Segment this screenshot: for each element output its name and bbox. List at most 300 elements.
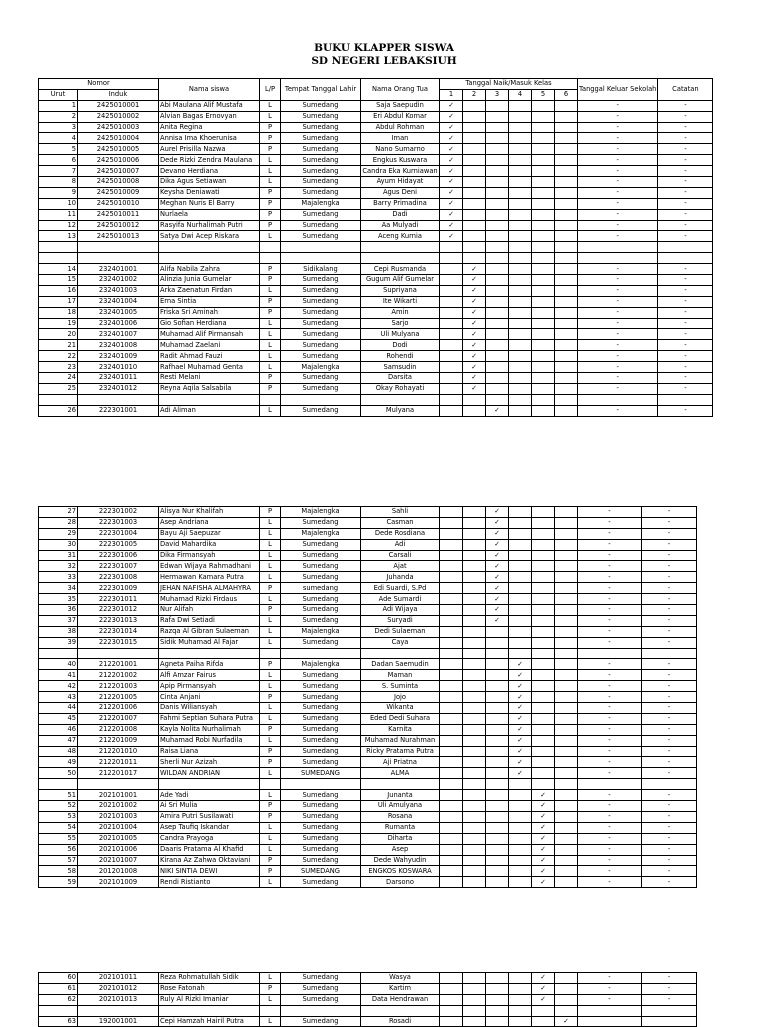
empty-cell: [578, 779, 642, 790]
kelas-cell: [532, 198, 555, 209]
urut-cell: 29: [39, 528, 78, 539]
urut-cell: 19: [39, 318, 78, 329]
empty-cell: [578, 242, 658, 253]
check-mark-icon: ✓: [509, 659, 532, 670]
keluar-cell: -: [578, 122, 658, 133]
ttl-cell: Sumedang: [281, 111, 361, 122]
kelas-cell: [486, 626, 509, 637]
school-name: SD NEGERI LEBAKSIUH: [311, 55, 457, 67]
urut-cell: 63: [39, 1016, 78, 1027]
urut-cell: 17: [39, 296, 78, 307]
table-row: [39, 626, 697, 637]
kelas-cell: [509, 166, 532, 177]
induk-cell: 202101004: [78, 822, 159, 833]
check-mark-icon: ✓: [532, 866, 555, 877]
nama-cell: NIKI SINTIA DEWI: [159, 866, 260, 877]
induk-cell: 222301008: [78, 572, 159, 583]
empty-cell: [555, 779, 578, 790]
ttl-cell: Majalengka: [281, 362, 361, 373]
document-title: BUKU KLAPPER SISWA: [314, 42, 454, 54]
check-mark-icon: ✓: [532, 855, 555, 866]
kelas-cell: [486, 768, 509, 779]
urut-cell: 7: [39, 166, 78, 177]
urut-cell: 16: [39, 285, 78, 296]
table-row: [39, 983, 697, 994]
nama-cell: Agneta Paiha Rifda: [159, 659, 260, 670]
kelas-cell: [440, 973, 463, 984]
kelas-cell: [440, 318, 463, 329]
induk-cell: 202101006: [78, 844, 159, 855]
kelas-cell: [486, 983, 509, 994]
check-mark-icon: ✓: [440, 177, 463, 188]
kelas-cell: [440, 659, 463, 670]
ttl-cell: Sumedang: [281, 735, 361, 746]
student-table-page-3: [38, 972, 697, 1027]
urut-cell: 27: [39, 507, 78, 518]
urut-cell: 51: [39, 790, 78, 801]
induk-cell: 222301006: [78, 550, 159, 561]
empty-cell: [509, 1005, 532, 1016]
ortu-cell: Eri Abdul Komar: [361, 111, 440, 122]
check-mark-icon: ✓: [440, 133, 463, 144]
check-mark-icon: ✓: [486, 539, 509, 550]
table-row: [39, 187, 713, 198]
check-mark-icon: ✓: [509, 757, 532, 768]
ortu-cell: Muhamad Nurahman: [361, 735, 440, 746]
table-row: [39, 550, 697, 561]
ortu-cell: Agus Deni: [361, 187, 440, 198]
ttl-cell: Sumedang: [281, 220, 361, 231]
kelas-cell: [555, 626, 578, 637]
ortu-cell: Ade Sumardi: [361, 594, 440, 605]
induk-cell: 212201007: [78, 713, 159, 724]
ortu-cell: Dedi Sulaeman: [361, 626, 440, 637]
kelas-cell: [463, 735, 486, 746]
kelas-cell: [555, 329, 578, 340]
induk-cell: 2425010004: [78, 133, 159, 144]
ortu-cell: Eded Dedi Suhara: [361, 713, 440, 724]
ortu-cell: Abdul Rohman: [361, 122, 440, 133]
kelas-cell: [463, 177, 486, 188]
table-row: [39, 605, 697, 616]
urut-cell: 61: [39, 983, 78, 994]
keluar-cell: -: [578, 822, 642, 833]
ortu-cell: Supriyana: [361, 285, 440, 296]
kelas-cell: [509, 626, 532, 637]
nama-cell: Edwan Wijaya Rahmadhani: [159, 561, 260, 572]
table-row: [39, 670, 697, 681]
catatan-cell: -: [642, 866, 697, 877]
check-mark-icon: ✓: [532, 973, 555, 984]
kelas-cell: [509, 405, 532, 416]
check-mark-icon: ✓: [509, 681, 532, 692]
kelas-cell: [440, 1016, 463, 1027]
kelas-cell: [555, 572, 578, 583]
kelas-cell: [463, 703, 486, 714]
kelas-cell: [463, 626, 486, 637]
kelas-cell: [509, 844, 532, 855]
empty-cell: [486, 394, 509, 405]
kelas-cell: [555, 768, 578, 779]
keluar-cell: -: [578, 855, 642, 866]
keluar-cell: -: [578, 405, 658, 416]
urut-cell: 50: [39, 768, 78, 779]
induk-cell: 232401005: [78, 307, 159, 318]
kelas-cell: [440, 757, 463, 768]
table-row: [39, 855, 697, 866]
ortu-cell: Uli Mulyana: [361, 329, 440, 340]
ttl-cell: Sumedang: [281, 133, 361, 144]
table-row: [39, 351, 713, 362]
kelas-cell: [440, 351, 463, 362]
kelas-cell: [555, 275, 578, 286]
kelas-cell: [463, 144, 486, 155]
induk-cell: 202101009: [78, 877, 159, 888]
induk-cell: 2425010005: [78, 144, 159, 155]
keluar-cell: -: [578, 528, 642, 539]
kelas-cell: [532, 637, 555, 648]
kelas-cell: [463, 528, 486, 539]
urut-cell: 9: [39, 187, 78, 198]
kelas-cell: [440, 790, 463, 801]
catatan-cell: -: [642, 703, 697, 714]
urut-cell: 18: [39, 307, 78, 318]
kelas-cell: [532, 144, 555, 155]
ttl-cell: Sumedang: [281, 329, 361, 340]
ttl-cell: Sumedang: [281, 833, 361, 844]
check-mark-icon: ✓: [532, 994, 555, 1005]
nama-cell: Razqa Al Gibran Sulaeman: [159, 626, 260, 637]
induk-cell: 212201010: [78, 746, 159, 757]
table-row: [39, 275, 713, 286]
table-row: [39, 155, 713, 166]
catatan-cell: -: [642, 692, 697, 703]
kelas-cell: [509, 811, 532, 822]
ttl-cell: Sumedang: [281, 605, 361, 616]
lp-cell: L: [260, 155, 281, 166]
kelas-cell: [509, 605, 532, 616]
kelas-cell: [532, 757, 555, 768]
header-kelas-4: 4: [509, 89, 532, 100]
check-mark-icon: ✓: [440, 111, 463, 122]
induk-cell: 222301014: [78, 626, 159, 637]
ortu-cell: Ayum Hidayat: [361, 177, 440, 188]
kelas-cell: [486, 198, 509, 209]
kelas-cell: [463, 539, 486, 550]
check-mark-icon: ✓: [440, 155, 463, 166]
catatan-cell: -: [642, 983, 697, 994]
kelas-cell: [555, 362, 578, 373]
empty-cell: [509, 242, 532, 253]
empty-cell: [361, 1005, 440, 1016]
empty-cell: [532, 394, 555, 405]
kelas-cell: [440, 340, 463, 351]
kelas-cell: [486, 351, 509, 362]
urut-cell: 10: [39, 198, 78, 209]
header-kelas-1: 1: [440, 89, 463, 100]
kelas-cell: [463, 713, 486, 724]
urut-cell: 47: [39, 735, 78, 746]
urut-cell: 46: [39, 724, 78, 735]
check-mark-icon: ✓: [486, 405, 509, 416]
kelas-cell: [555, 703, 578, 714]
urut-cell: 36: [39, 605, 78, 616]
nama-cell: Alfi Amzar Fairus: [159, 670, 260, 681]
ttl-cell: SUMEDANG: [281, 866, 361, 877]
table-row: [39, 307, 713, 318]
kelas-cell: [532, 329, 555, 340]
kelas-cell: [532, 166, 555, 177]
kelas-cell: [440, 275, 463, 286]
catatan-cell: -: [658, 362, 713, 373]
empty-cell: [159, 253, 260, 264]
kelas-cell: [509, 264, 532, 275]
ttl-cell: Sumedang: [281, 724, 361, 735]
catatan-cell: -: [658, 166, 713, 177]
table-row: [39, 724, 697, 735]
check-mark-icon: ✓: [440, 220, 463, 231]
induk-cell: 232401011: [78, 373, 159, 384]
table-row: [39, 340, 713, 351]
catatan-cell: -: [658, 144, 713, 155]
empty-row: [39, 1005, 697, 1016]
kelas-cell: [555, 144, 578, 155]
empty-cell: [486, 242, 509, 253]
ortu-cell: Edi Suardi, S.Pd: [361, 583, 440, 594]
kelas-cell: [532, 626, 555, 637]
kelas-cell: [509, 801, 532, 812]
table-row: [39, 209, 713, 220]
lp-cell: L: [260, 768, 281, 779]
ortu-cell: Ajat: [361, 561, 440, 572]
kelas-cell: [486, 833, 509, 844]
induk-cell: 212201009: [78, 735, 159, 746]
kelas-cell: [509, 550, 532, 561]
kelas-cell: [486, 637, 509, 648]
urut-cell: 15: [39, 275, 78, 286]
catatan-cell: -: [642, 561, 697, 572]
lp-cell: L: [260, 340, 281, 351]
nama-cell: Alifa Nabila Zahra: [159, 264, 260, 275]
urut-cell: 3: [39, 122, 78, 133]
ttl-cell: Sumedang: [281, 811, 361, 822]
induk-cell: 212201005: [78, 692, 159, 703]
kelas-cell: [509, 973, 532, 984]
header-kelas-3: 3: [486, 89, 509, 100]
keluar-cell: -: [578, 144, 658, 155]
nama-cell: Kayla Nolita Nurhalimah: [159, 724, 260, 735]
kelas-cell: [486, 209, 509, 220]
ortu-cell: Aceng Kurnia: [361, 231, 440, 242]
nama-cell: Fahmi Septian Suhara Putra: [159, 713, 260, 724]
kelas-cell: [440, 768, 463, 779]
kelas-cell: [486, 111, 509, 122]
empty-cell: [39, 1005, 78, 1016]
kelas-cell: [463, 637, 486, 648]
header-lp: L/P: [260, 79, 281, 101]
empty-cell: [463, 394, 486, 405]
nama-cell: Hermawan Kamara Putra: [159, 572, 260, 583]
kelas-cell: [486, 155, 509, 166]
kelas-cell: [440, 615, 463, 626]
keluar-cell: -: [578, 833, 642, 844]
table-row: [39, 220, 713, 231]
lp-cell: L: [260, 877, 281, 888]
ortu-cell: Maman: [361, 670, 440, 681]
kelas-cell: [463, 833, 486, 844]
ortu-cell: Asep: [361, 844, 440, 855]
empty-cell: [578, 1005, 642, 1016]
header-urut: Urut: [39, 89, 78, 100]
kelas-cell: [532, 296, 555, 307]
induk-cell: 212201001: [78, 659, 159, 670]
ortu-cell: Casman: [361, 517, 440, 528]
urut-cell: 31: [39, 550, 78, 561]
keluar-cell: -: [578, 670, 642, 681]
kelas-cell: [440, 383, 463, 394]
nama-cell: Amira Putri Susilawati: [159, 811, 260, 822]
keluar-cell: -: [578, 605, 642, 616]
empty-cell: [642, 779, 697, 790]
keluar-cell: -: [578, 692, 642, 703]
kelas-cell: [440, 550, 463, 561]
lp-cell: P: [260, 811, 281, 822]
check-mark-icon: ✓: [463, 318, 486, 329]
table-row: [39, 285, 713, 296]
kelas-cell: [532, 550, 555, 561]
empty-cell: [463, 648, 486, 659]
nama-cell: Alinzia Junia Gumelar: [159, 275, 260, 286]
check-mark-icon: ✓: [440, 231, 463, 242]
ttl-cell: Sumedang: [281, 405, 361, 416]
kelas-cell: [532, 746, 555, 757]
ttl-cell: Sumedang: [281, 844, 361, 855]
catatan-cell: -: [658, 383, 713, 394]
kelas-cell: [555, 155, 578, 166]
ortu-cell: Rumanta: [361, 822, 440, 833]
urut-cell: 48: [39, 746, 78, 757]
ortu-cell: Rosadi: [361, 1016, 440, 1027]
induk-cell: 2425010011: [78, 209, 159, 220]
kelas-cell: [555, 594, 578, 605]
urut-cell: 26: [39, 405, 78, 416]
kelas-cell: [532, 111, 555, 122]
lp-cell: P: [260, 383, 281, 394]
kelas-cell: [555, 220, 578, 231]
induk-cell: 222301001: [78, 405, 159, 416]
nama-cell: Gio Sofian Herdiana: [159, 318, 260, 329]
kelas-cell: [486, 973, 509, 984]
keluar-cell: -: [578, 340, 658, 351]
keluar-cell: [578, 1016, 642, 1027]
kelas-cell: [532, 572, 555, 583]
induk-cell: 2425010010: [78, 198, 159, 209]
kelas-cell: [486, 122, 509, 133]
kelas-cell: [440, 594, 463, 605]
catatan-cell: -: [658, 220, 713, 231]
empty-cell: [440, 394, 463, 405]
kelas-cell: [555, 790, 578, 801]
kelas-cell: [532, 307, 555, 318]
kelas-cell: [509, 1016, 532, 1027]
ttl-cell: Sumedang: [281, 187, 361, 198]
check-mark-icon: ✓: [440, 144, 463, 155]
ortu-cell: ALMA: [361, 768, 440, 779]
lp-cell: P: [260, 659, 281, 670]
table-row: [39, 659, 697, 670]
kelas-cell: [555, 264, 578, 275]
header-kelas-5: 5: [532, 89, 555, 100]
urut-cell: 40: [39, 659, 78, 670]
header-keluar: Tanggal Keluar Sekolah: [578, 79, 658, 101]
nama-cell: Candra Prayoga: [159, 833, 260, 844]
kelas-cell: [440, 507, 463, 518]
empty-cell: [486, 253, 509, 264]
induk-cell: 232401007: [78, 329, 159, 340]
induk-cell: 212201006: [78, 703, 159, 714]
header-naik-kelas: Tanggal Naik/Masuk Kelas: [440, 79, 578, 90]
ttl-cell: Sumedang: [281, 318, 361, 329]
kelas-cell: [532, 659, 555, 670]
kelas-cell: [463, 572, 486, 583]
kelas-cell: [509, 111, 532, 122]
check-mark-icon: ✓: [486, 594, 509, 605]
keluar-cell: -: [578, 133, 658, 144]
catatan-cell: -: [658, 351, 713, 362]
ttl-cell: Sumedang: [281, 572, 361, 583]
kelas-cell: [486, 340, 509, 351]
ortu-cell: Samsudin: [361, 362, 440, 373]
table-row: [39, 637, 697, 648]
kelas-cell: [555, 994, 578, 1005]
header-nomor: Nomor: [39, 79, 159, 90]
nama-cell: Cepi Hamzah Hairil Putra: [159, 1016, 260, 1027]
ttl-cell: Sumedang: [281, 994, 361, 1005]
ortu-cell: Sahli: [361, 507, 440, 518]
ttl-cell: Sumedang: [281, 275, 361, 286]
kelas-cell: [509, 296, 532, 307]
kelas-cell: [440, 517, 463, 528]
lp-cell: L: [260, 561, 281, 572]
check-mark-icon: ✓: [463, 285, 486, 296]
header-catatan: Catatan: [658, 79, 713, 101]
empty-cell: [361, 394, 440, 405]
empty-cell: [532, 779, 555, 790]
kelas-cell: [532, 539, 555, 550]
ttl-cell: Sumedang: [281, 692, 361, 703]
keluar-cell: -: [578, 659, 642, 670]
kelas-cell: [486, 383, 509, 394]
keluar-cell: -: [578, 111, 658, 122]
kelas-cell: [509, 362, 532, 373]
table-row: [39, 746, 697, 757]
kelas-cell: [555, 166, 578, 177]
check-mark-icon: ✓: [463, 383, 486, 394]
induk-cell: 222301004: [78, 528, 159, 539]
kelas-cell: [555, 209, 578, 220]
nama-cell: Muhamad Robi Nurfadila: [159, 735, 260, 746]
ortu-cell: Dodi: [361, 340, 440, 351]
kelas-cell: [555, 100, 578, 111]
table-row: [39, 583, 697, 594]
kelas-cell: [440, 994, 463, 1005]
ttl-cell: Sumedang: [281, 983, 361, 994]
kelas-cell: [440, 670, 463, 681]
kelas-cell: [440, 811, 463, 822]
keluar-cell: -: [578, 746, 642, 757]
induk-cell: 222301007: [78, 561, 159, 572]
header-kelas-2: 2: [463, 89, 486, 100]
